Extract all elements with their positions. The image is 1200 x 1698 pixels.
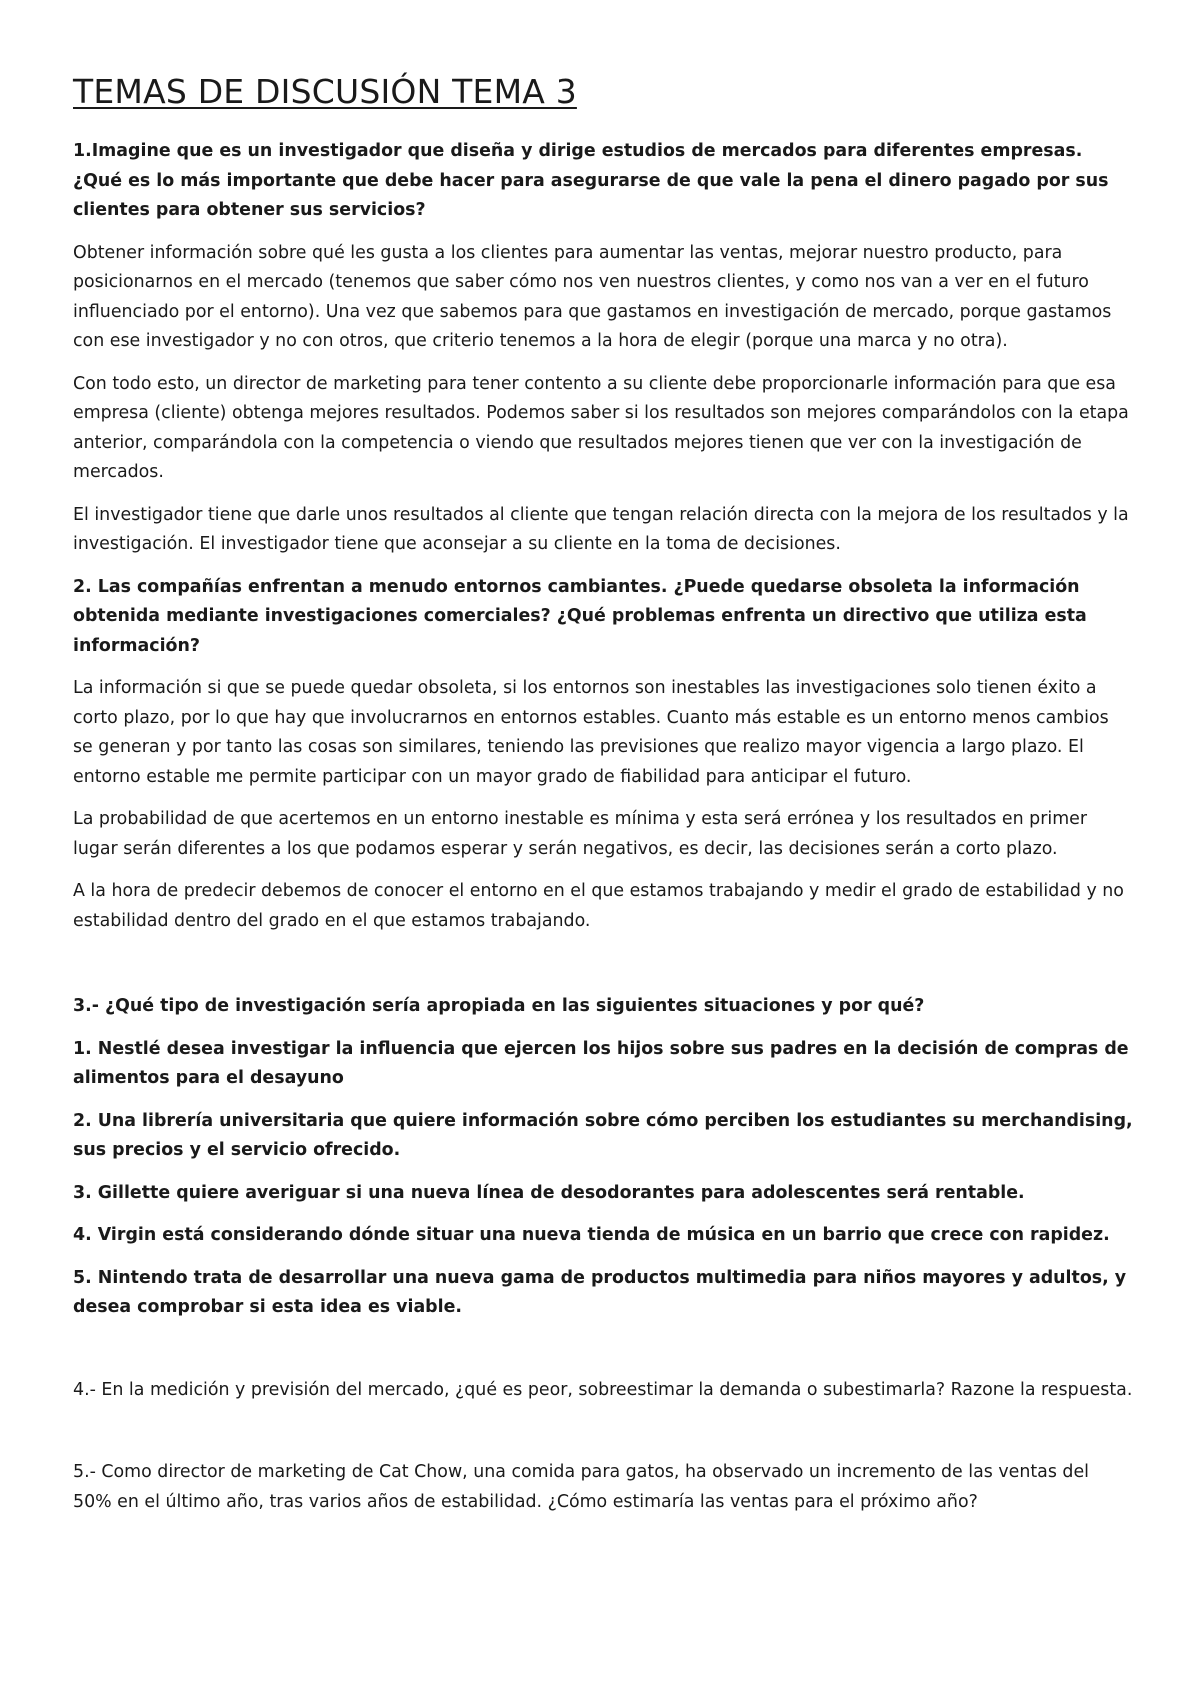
answer-2-paragraph-1: La información si que se puede quedar obsoleta, si los entornos son inestables las investigaciones solo tienen éxito a corto plazo, por lo que hay que involucrarnos en entornos estables. Cuanto más estable es un entorno menos cambios se generan y por tanto las cosas son similares, teniendo las previsiones que realizo mayor vigencia a largo plazo. El entorno estable me permite participar con un mayor grado de fiabilidad para anticipar el futuro. [73, 678, 1109, 787]
question-3-item: 3. Gillette quiere averiguar si una nueva línea de desodorantes para adolescentes será rentable. [73, 1182, 1025, 1203]
answer-2-paragraph-3: A la hora de predecir debemos de conocer el entorno en el que estamos trabajando y medir el grado de estabilidad y no estabilidad dentro del grado en el que estamos trabajando. [73, 881, 1124, 931]
answer-1-paragraph-3: El investigador tiene que darle unos resultados al cliente que tengan relación directa con la mejora de los resultados y la investigación. El investigador tiene que aconsejar a su cliente en la toma de decisiones. [73, 504, 1129, 554]
question-1: 1.Imagine que es un investigador que diseña y dirige estudios de mercados para diferentes empresas. ¿Qué es lo más importante que debe hacer para asegurarse de que vale la pena el dinero pagado por sus clientes para obtener sus servicios? [73, 141, 1109, 220]
answer-1-paragraph-2: Con todo esto, un director de marketing para tener contento a su cliente debe proporcionarle información para que esa empresa (cliente) obtenga mejores resultados. Podemos saber si los resultados son mejores comparándolos con la etapa anterior, comparándola con la competencia o viendo que resultados mejores tienen que ver con la investigación de mercados. [73, 373, 1129, 482]
question-5: 5.- Como director de marketing de Cat Chow, una comida para gatos, ha observado un incremento de las ventas del 50% en el último año, tras varios años de estabilidad. ¿Cómo estimaría las ventas para el próximo año? [73, 1462, 1089, 1512]
spacer [73, 949, 1133, 992]
question-3-item: 4. Virgin está considerando dónde situar una nueva tienda de música en un barrio que crece con rapidez. [73, 1225, 1110, 1245]
question-3: 3.- ¿Qué tipo de investigación sería apropiada en las siguientes situaciones y por qué? [73, 996, 925, 1016]
spacer [73, 1336, 1133, 1376]
spacer [73, 1418, 1133, 1458]
question-3-item: 2. Una librería universitaria que quiere información sobre cómo perciben los estudiantes su merchandising, sus precios y el servicio ofrecido. [73, 1110, 1133, 1160]
question-3-item: 1. Nestlé desea investigar la influencia que ejercen los hijos sobre sus padres en la decisión de compras de alimentos para el desayuno [73, 1038, 1129, 1088]
question-4: 4.- En la medición y previsión del mercado, ¿qué es peor, sobreestimar la demanda o subestimarla? Razone la respuesta. [73, 1379, 1133, 1400]
answer-2-paragraph-2: La probabilidad de que acertemos en un entorno inestable es mínima y esta será errónea y los resultados en primer lugar serán diferentes a los que podamos esperar y serán negativos, es decir, las decisiones serán a corto plazo. [73, 809, 1087, 859]
document-page [73, 72, 1133, 1530]
answer-1-paragraph-1: Obtener información sobre qué les gusta a los clientes para aumentar las ventas, mejorar nuestro producto, para posicionarnos en el mercado (tenemos que saber cómo nos ven nuestros clientes, y como nos van a ver en el futuro influenciado por el entorno). Una vez que sabemos para que gastamos en investigación de mercado, porque gastamos con ese investigador y no con otros, que criterio tenemos a la hora de elegir (porque una marca y no otra). [73, 242, 1112, 351]
question-2: 2. Las compañías enfrentan a menudo entornos cambiantes. ¿Puede quedarse obsoleta la información obtenida mediante investigaciones comerciales? ¿Qué problemas enfrenta un directivo que utiliza esta información? [73, 576, 1087, 656]
document-title: TEMAS DE DISCUSIÓN TEMA 3 [73, 72, 577, 111]
question-3-item: 5. Nintendo trata de desarrollar una nueva gama de productos multimedia para niños mayores y adultos, y desea comprobar si esta idea es viable. [73, 1267, 1127, 1317]
